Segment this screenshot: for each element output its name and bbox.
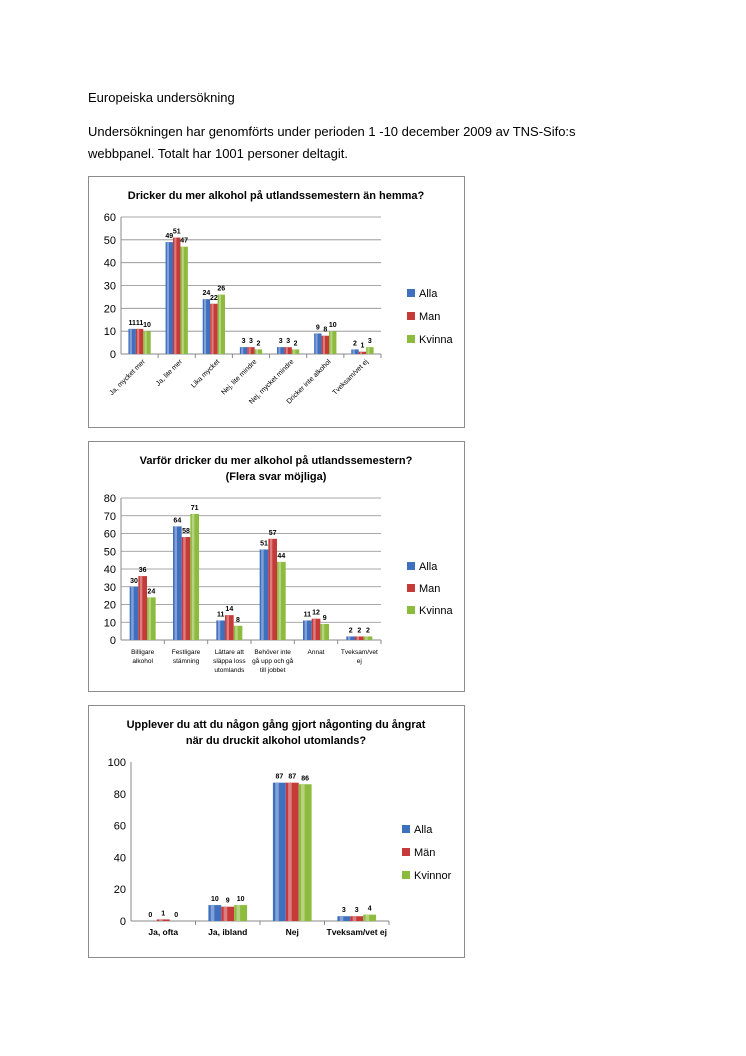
chart-2-category-label: Lättare att: [214, 649, 244, 656]
chart-2-data-label: 12: [312, 609, 320, 617]
chart-1-bar: [314, 333, 321, 354]
chart-2-bar: [260, 549, 269, 640]
chart-1-legend-label: Man: [419, 311, 441, 323]
chart-2-legend-label: Man: [419, 583, 441, 595]
chart-1-data-label: 10: [328, 322, 337, 330]
chart-3-bar-highlight: [353, 916, 357, 921]
chart-2-title: Varför dricker du mer alkohol på utlandssemestern?: [139, 455, 413, 467]
chart-1-data-label: 9: [315, 324, 320, 332]
chart-1-bar-highlight: [211, 304, 213, 354]
chart-3-bar: [221, 907, 234, 921]
chart-3-bar-highlight: [237, 905, 241, 921]
chart-1-data-label: 11: [128, 319, 136, 327]
chart-3-bar: [299, 784, 312, 921]
chart-3-data-label: 10: [210, 896, 219, 904]
chart-1-y-tick-label: 0: [109, 349, 116, 361]
chart-2-bar: [225, 615, 234, 640]
chart-2-bar: [182, 537, 191, 640]
chart-1-bar-highlight: [286, 347, 288, 354]
chart-2-y-tick-label: 60: [103, 528, 116, 541]
chart-2-legend-swatch: [407, 584, 415, 592]
chart-2-legend-swatch: [407, 606, 415, 614]
chart-1-data-label: 3: [286, 338, 291, 346]
chart-2-data-label: 36: [138, 567, 147, 575]
chart-2-bar-highlight: [313, 619, 315, 640]
chart-1-category-label: Dricker inte alkohol: [285, 358, 333, 406]
chart-1-bar: [351, 349, 358, 354]
chart-3-y-tick-label: 40: [113, 852, 126, 865]
chart-2-bar: [234, 626, 243, 640]
chart-1-bar: [128, 329, 135, 354]
chart-2-bar: [346, 636, 355, 640]
chart-3-category-label: Tveksam/vet ej: [326, 927, 387, 937]
chart-2-bar: [190, 514, 199, 640]
chart-1-data-label: 51: [172, 228, 181, 236]
chart-1-bar: [359, 352, 366, 354]
intro-line-1: Undersökningen har genomförts under perioden 1 -10 december 2009 av TNS-Sifo:s: [88, 124, 576, 139]
chart-2-data-label: 9: [322, 615, 327, 623]
chart-2-bar-highlight: [305, 620, 307, 640]
chart-2-bar-highlight: [175, 526, 177, 640]
chart-1-bar: [136, 329, 143, 354]
chart-1-bar-highlight: [315, 333, 317, 354]
chart-3-bar: [363, 915, 376, 921]
chart-2-data-label: 64: [173, 517, 182, 525]
chart-3-bar-highlight: [275, 783, 279, 921]
chart-3-data-label: 87: [288, 773, 297, 781]
chart-2-data-label: 44: [277, 552, 286, 560]
chart-2-bar: [268, 539, 277, 640]
chart-2-title: (Flera svar möjliga): [225, 471, 327, 483]
chart-3-bar-highlight: [366, 915, 370, 921]
chart-2-y-tick-label: 10: [103, 617, 116, 630]
chart-3-bar: [157, 919, 170, 921]
chart-reasons-drinking-more: [88, 441, 465, 692]
chart-2-y-tick-label: 0: [109, 635, 116, 647]
chart-2-legend-label: Kvinna: [419, 605, 453, 617]
chart-2-data-label: 71: [190, 504, 199, 512]
chart-1-data-label: 3: [367, 338, 372, 346]
chart-1-bar-highlight: [145, 331, 147, 354]
chart-1-bar: [240, 347, 247, 354]
chart-3-category-label: Ja, ofta: [148, 927, 179, 937]
chart-1-legend-swatch: [407, 335, 415, 343]
chart-2-bar: [364, 636, 373, 640]
chart-1-bar-highlight: [130, 329, 132, 354]
chart-3-bar: [234, 905, 247, 921]
chart-1-bar: [277, 347, 284, 354]
chart-1-y-tick-label: 50: [103, 234, 116, 247]
chart-1-data-label: 3: [278, 338, 283, 346]
chart-3-bar-highlight: [211, 905, 215, 921]
chart-1-bar-highlight: [360, 352, 362, 354]
chart-2-category-label: stämning: [172, 658, 200, 665]
chart-3-bar: [286, 783, 299, 921]
chart-1-bar-highlight: [167, 242, 169, 354]
chart-2-data-label: 30: [130, 577, 138, 585]
chart-2-data-label: 24: [147, 588, 156, 596]
chart-1-bar-highlight: [323, 336, 325, 354]
chart-3-data-label: 9: [225, 897, 230, 905]
chart-2-bar: [303, 620, 312, 640]
chart-1-data-label: 3: [249, 338, 253, 346]
chart-2-data-label: 2: [357, 627, 362, 635]
chart-1-bar-highlight: [137, 329, 139, 354]
chart-1-legend-label: Alla: [419, 288, 438, 300]
chart-3-data-label: 0: [174, 912, 179, 919]
chart-2-data-label: 2: [348, 627, 353, 635]
chart-2-data-label: 8: [236, 616, 240, 624]
chart-1-data-label: 2: [293, 340, 298, 348]
chart-3-legend-label: Alla: [414, 824, 433, 836]
chart-2-bar: [320, 624, 329, 640]
chart-drinking-more-abroad: [88, 176, 465, 428]
chart-1-data-label: 24: [202, 290, 211, 298]
chart-3-legend-swatch: [402, 871, 410, 879]
chart-2-bar-highlight: [192, 514, 194, 640]
chart-2-data-label: 11: [303, 611, 312, 619]
chart-3-bar: [337, 916, 350, 921]
chart-2-bar-highlight: [270, 539, 272, 640]
chart-1-bar: [203, 299, 210, 354]
chart-3-data-label: 10: [236, 896, 245, 904]
chart-2-bar: [216, 620, 225, 640]
chart-1-category-label: Nej, lite mindre: [220, 358, 259, 397]
chart-1-y-tick-label: 10: [103, 326, 116, 339]
chart-3-bar: [350, 916, 363, 921]
chart-2-bar: [130, 587, 139, 640]
chart-2-bar-highlight: [261, 549, 263, 640]
chart-regret-after-drinking: [88, 705, 465, 958]
intro-line-2: webbpanel. Totalt har 1001 personer deltagit.: [88, 146, 348, 161]
chart-2-y-tick-label: 20: [103, 599, 116, 612]
chart-1-bar: [143, 331, 150, 354]
chart-1-bar-highlight: [174, 238, 176, 354]
chart-3-data-label: 86: [301, 775, 310, 783]
chart-2-bar: [173, 526, 182, 640]
chart-1-bar-highlight: [330, 331, 332, 354]
chart-1-data-label: 26: [217, 285, 226, 293]
chart-3-bar: [208, 905, 221, 921]
intro-text: [88, 121, 608, 165]
chart-3-y-tick-label: 60: [113, 820, 126, 833]
chart-3-data-label: 1: [161, 910, 166, 918]
chart-3-category-label: Ja, ibland: [208, 927, 248, 937]
chart-2-y-tick-label: 30: [103, 581, 116, 594]
chart-3-y-tick-label: 0: [119, 916, 126, 928]
chart-1-bar-highlight: [353, 349, 355, 354]
chart-1-data-label: 1: [360, 342, 365, 350]
chart-1-bar: [180, 247, 187, 354]
chart-2-legend-swatch: [407, 562, 415, 570]
chart-1-title: Dricker du mer alkohol på utlandssemestern än hemma?: [127, 190, 425, 202]
chart-2-bar-highlight: [131, 587, 133, 640]
chart-1-data-label: 22: [209, 294, 218, 302]
chart-1-y-tick-label: 30: [103, 280, 116, 293]
chart-2-data-label: 58: [182, 528, 190, 536]
chart-2-bar: [277, 562, 286, 640]
chart-2-data-label: 2: [366, 627, 370, 635]
chart-1-data-label: 2: [256, 340, 261, 348]
chart-2-category-label: utomlands: [214, 667, 245, 674]
chart-2-y-tick-label: 70: [103, 510, 116, 523]
chart-2-bar-highlight: [183, 537, 185, 640]
chart-1-bar: [210, 304, 217, 354]
chart-1-bar-highlight: [241, 347, 243, 354]
chart-3-y-tick-label: 100: [107, 757, 126, 769]
chart-1-y-tick-label: 60: [103, 212, 116, 224]
chart-3-data-label: 3: [354, 907, 359, 915]
chart-1-data-label: 2: [353, 340, 357, 348]
chart-2-category-label: Annat: [307, 649, 325, 656]
chart-1-data-label: 3: [241, 338, 246, 346]
chart-2-data-label: 11: [216, 611, 225, 619]
chart-3-bar-highlight: [301, 784, 305, 921]
chart-2-data-label: 51: [260, 540, 268, 548]
chart-2-bar-highlight: [365, 636, 367, 640]
chart-3-canvas: [89, 706, 464, 957]
chart-1-bar-highlight: [367, 347, 369, 354]
chart-2-data-label: 14: [225, 606, 234, 614]
chart-1-bar-highlight: [249, 347, 251, 354]
chart-1-bar: [292, 349, 299, 354]
chart-2-bar-highlight: [227, 615, 229, 640]
chart-1-legend-label: Kvinna: [419, 334, 453, 346]
chart-2-bar-highlight: [149, 597, 151, 640]
chart-3-legend-swatch: [402, 848, 410, 856]
chart-2-bar: [147, 597, 156, 640]
chart-3-data-label: 87: [275, 773, 284, 781]
chart-2-category-label: släppa loss: [213, 658, 246, 665]
chart-1-category-label: Nej, mycket mindre: [248, 358, 296, 406]
chart-1-bar: [255, 349, 262, 354]
chart-3-category-label: Nej: [285, 927, 299, 937]
chart-1-bar-highlight: [219, 295, 221, 354]
chart-1-bar: [284, 347, 291, 354]
chart-2-data-label: 57: [268, 529, 277, 537]
chart-1-data-label: 47: [180, 237, 189, 245]
chart-1-data-label: 10: [143, 322, 151, 330]
chart-3-legend-label: Män: [414, 847, 436, 859]
chart-2-bar: [355, 636, 364, 640]
chart-1-category-label: Ja, mycket mer: [108, 358, 147, 397]
chart-1-bar: [247, 347, 254, 354]
chart-1-category-label: Lika mycket: [190, 358, 222, 390]
chart-1-legend-swatch: [407, 312, 415, 320]
chart-1-bar: [173, 238, 180, 354]
chart-1-y-tick-label: 40: [103, 257, 116, 270]
chart-2-bar-highlight: [357, 636, 359, 640]
chart-1-canvas: [89, 177, 464, 427]
chart-2-category-label: Billigare: [131, 649, 155, 656]
chart-2-y-tick-label: 40: [103, 564, 116, 576]
chart-2-category-label: alkohol: [132, 658, 153, 665]
chart-1-data-label: 11: [135, 319, 144, 327]
chart-3-data-label: 0: [148, 912, 153, 919]
chart-3-title: Upplever du att du någon gång gjort någonting du ångrat: [126, 719, 426, 731]
chart-2-bar-highlight: [235, 626, 237, 640]
chart-2-category-label: till jobbet: [259, 667, 286, 674]
chart-1-category-label: Tveksam/vet ej: [331, 358, 370, 397]
chart-3-title: när du druckit alkohol utomlands?: [185, 735, 367, 747]
chart-2-bar-highlight: [218, 620, 220, 640]
chart-3-bar-highlight: [159, 919, 163, 921]
chart-1-data-label: 49: [165, 233, 174, 241]
chart-3-data-label: 4: [367, 905, 372, 913]
chart-3-bar-highlight: [224, 907, 228, 921]
chart-3-y-tick-label: 80: [113, 788, 126, 801]
chart-1-bar: [329, 331, 336, 354]
chart-1-bar-highlight: [182, 247, 184, 354]
chart-1-category-label: Ja, lite mer: [154, 358, 185, 388]
chart-3-bar: [273, 783, 286, 921]
chart-1-data-label: 8: [323, 326, 328, 334]
chart-2-category-label: ej: [356, 658, 362, 665]
chart-2-bar-highlight: [348, 636, 350, 640]
chart-2-bar-highlight: [140, 576, 142, 640]
chart-1-y-tick-label: 20: [103, 303, 116, 316]
chart-2-legend-label: Alla: [419, 561, 438, 573]
chart-3-bar-highlight: [288, 783, 292, 921]
chart-3-y-tick-label: 20: [113, 884, 126, 897]
chart-1-bar-highlight: [204, 299, 206, 354]
chart-3-legend-swatch: [402, 825, 410, 833]
chart-2-y-tick-label: 80: [103, 493, 116, 505]
chart-2-canvas: [89, 442, 464, 691]
chart-1-legend-swatch: [407, 289, 415, 297]
chart-1-bar: [218, 295, 225, 354]
chart-1-bar: [366, 347, 373, 354]
chart-1-bar-highlight: [293, 349, 295, 354]
chart-2-y-tick-label: 50: [103, 546, 116, 559]
chart-1-bar-highlight: [256, 349, 258, 354]
chart-2-bar: [312, 619, 321, 640]
chart-2-bar-highlight: [279, 562, 281, 640]
chart-1-bar: [322, 336, 329, 354]
chart-1-bar-highlight: [278, 347, 280, 354]
chart-1-bar: [166, 242, 173, 354]
chart-2-category-label: Festligare: [171, 649, 201, 656]
chart-2-bar: [138, 576, 147, 640]
page-heading: Europeiska undersökning: [88, 90, 235, 105]
chart-3-bar-highlight: [340, 916, 344, 921]
chart-2-bar-highlight: [322, 624, 324, 640]
chart-2-category-label: gå upp och gå: [252, 658, 294, 665]
chart-2-category-label: Tveksam/vet: [340, 649, 378, 656]
chart-3-legend-label: Kvinnor: [414, 870, 452, 882]
chart-3-data-label: 3: [341, 907, 346, 915]
chart-2-category-label: Behöver inte: [254, 649, 291, 656]
